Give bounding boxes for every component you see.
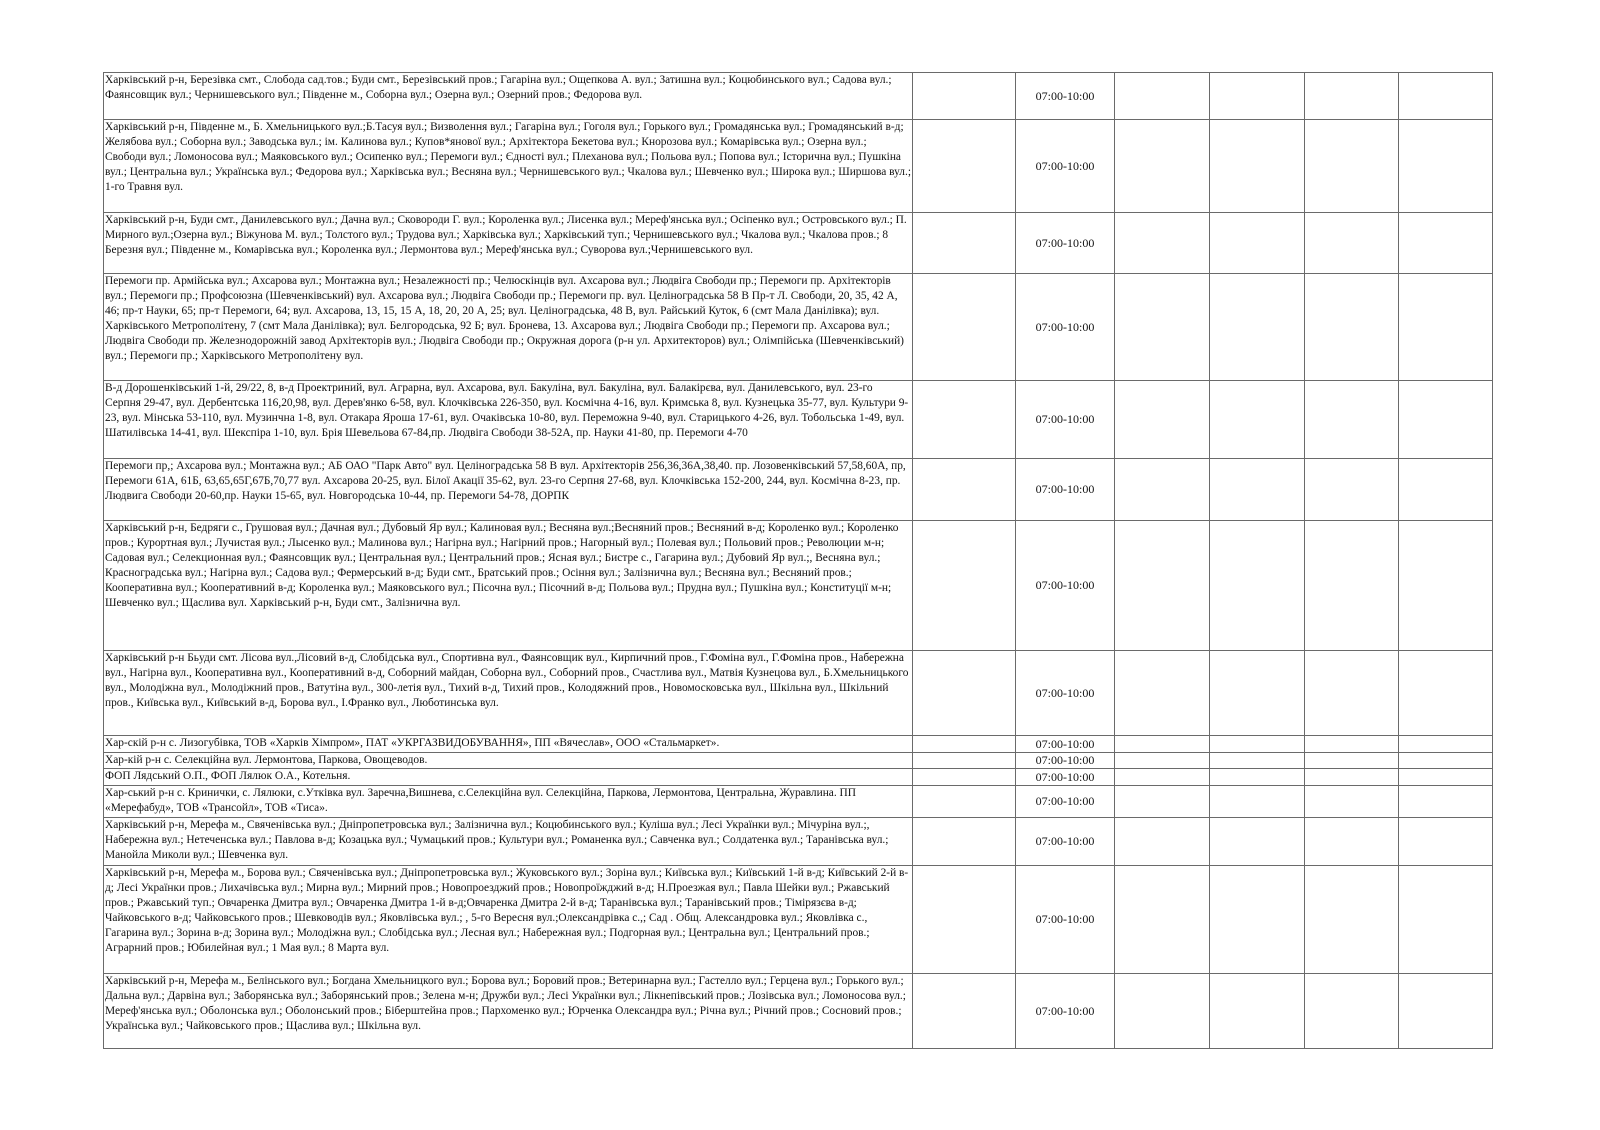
address-cell: Харківський р-н, Буди смт., Данилевського вул.; Дачна вул.; Сковороди Г. вул.; Короленка вул.; Лисенка вул.; Мереф'янська вул.; Осіпенко вул.; Островського вул.; П. Мирного вул.;Озерна вул.; Віжунова М. вул.; Толстого вул.; Трудова вул.; Харківська вул.; Харківський туп.; Чернишевського вул.; Чкалова вул.; Чкалова пров.; 8 Березня вул.; Південне м., Комарівська вул.; Короленка вул.; Лермонтова вул.; Мереф'янська вул.; Суворова вул.;Чернишевського вул.: [104, 213, 913, 274]
empty-cell: [1210, 73, 1305, 120]
address-cell: Харківський р-н, Мерефа м., Белінського вул.; Богдана Хмельницкого вул.; Борова вул.; Боровий пров.; Ветеринарна вул.; Гастелло вул.; Герцена вул.; Горького вул.; Дальна вул.; Дарвіна вул.; Заборянська вул.; Заборянський пров.; Зелена м-н; Дружби вул.; Лесі Українки вул.; Лікнепівський пров.; Лозівська вул.; Ломоносова вул.; Мереф'янська вул.; Оболонська вул.; Оболонський пров.; Біберштейна пров.; Пархоменко вул.; Юрченка Олександра вул.; Річна вул.; Річний пров.; Сосновий пров.; Українська вул.; Чайковського пров.; Щаслива вул.; Шкільна вул.: [104, 974, 913, 1049]
time-cell: 07:00-10:00: [1016, 786, 1115, 818]
empty-cell: [1399, 769, 1493, 786]
empty-cell: [1115, 818, 1210, 866]
table-row: [104, 974, 1493, 1049]
empty-cell: [1305, 753, 1399, 769]
empty-cell: [1115, 521, 1210, 651]
table-row: [104, 120, 1493, 213]
address-cell: ФОП Лядський О.П., ФОП Лялюк О.А., Котельня.: [104, 769, 913, 786]
empty-cell: [913, 521, 1016, 651]
time-cell: 07:00-10:00: [1016, 459, 1115, 521]
empty-cell: [1210, 866, 1305, 974]
empty-cell: [1115, 651, 1210, 736]
empty-cell: [1210, 769, 1305, 786]
empty-cell: [913, 274, 1016, 381]
empty-cell: [913, 213, 1016, 274]
empty-cell: [913, 459, 1016, 521]
table-row: [104, 73, 1493, 120]
empty-cell: [1210, 818, 1305, 866]
empty-cell: [913, 753, 1016, 769]
empty-cell: [1399, 736, 1493, 753]
address-cell: Перемоги пр,; Ахсарова вул.; Монтажна вул.; АБ ОАО "Парк Авто" вул. Целіноградська 58 В вул. Архітекторів 256,36,36А,38,40. пр. Лозовенківський 57,58,60А, пр, Перемоги 61А, 61Б, 63,65,65Г,67Б,70,77 вул. Ахсарова 20-25, вул. Білої Акації 35-62, вул. 23-го Серпня 27-68, вул. Клочківська 152-200, 244, вул. Космічна 8-23, пр. Людвига Свободи 20-60,пр. Науки 15-65, вул. Новгородська 10-44, пр. Перемоги 54-78, ДОРПК: [104, 459, 913, 521]
time-cell: 07:00-10:00: [1016, 769, 1115, 786]
address-cell: Харківський р-н, Бедряги с., Грушовая вул.; Дачная вул.; Дубовый Яр вул.; Калиновая вул.; Весняна вул.;Весняний пров.; Весняний в-д; Короленко вул.; Короленко пров.; Курортная вул.; Лучистая вул.; Лысенко вул.; Малинова вул.; Нагірна вул.; Нагірний пров.; Нагорный вул.; Полевая вул.; Польовий пров.; Революции м-н; Садовая вул.; Селекционная вул.; Фаянсовщик вул.; Центральная вул.; Центральний пров.; Ясная вул.; Бистре с., Гагарина вул.; Дубовий Яр вул.;, Весняна вул.; Красноградська вул.; Нагірна вул.; Садова вул.; Фермерський в-д; Буди смт., Братський пров.; Осіння вул.; Залізнична вул.; Весняна вул.; Весняний пров.; Кооперативна вул.; Кооперативний в-д; Короленка вул.; Маяковського вул.; Пісочна вул.; Пісочний в-д; Польова вул.; Прудна вул.; Пушкіна вул.; Конституції м-н; Шевченко вул.; Щаслива вул. Харківський р-н, Буди смт., Залізнична вул.: [104, 521, 913, 651]
empty-cell: [1115, 274, 1210, 381]
empty-cell: [913, 786, 1016, 818]
empty-cell: [1305, 73, 1399, 120]
empty-cell: [1305, 213, 1399, 274]
time-cell: 07:00-10:00: [1016, 818, 1115, 866]
table-row: [104, 521, 1493, 651]
address-cell: В-д Дорошенківський 1-й, 29/22, 8, в-д Проектриний, вул. Аграрна, вул. Ахсарова, вул. Бакуліна, вул. Бакуліна, вул. Балакірєва, вул. Данилевського, вул. 23-го Серпня 29-47, вул. Дербентська 116,20,98, вул. Дерев'янко 6-58, вул. Клочківська 226-350, вул. Космічна 4-16, вул. Кримська 8, вул. Кузнецька 35-77, вул. Культури 9-23, вул. Мінська 53-110, вул. Музинчна 1-8, вул. Отакара Яроша 17-61, вул. Очаківська 10-80, вул. Переможна 9-40, вул. Старицького 4-26, вул. Тобольська 1-49, вул. Шатилівська 14-41, вул. Шекспіра 1-10, вул. Брія Шевельова 67-84,пр. Людвіга Свободи 38-52А, пр. Науки 41-80, пр. Перемоги 4-70: [104, 381, 913, 459]
empty-cell: [1399, 73, 1493, 120]
empty-cell: [1305, 736, 1399, 753]
empty-cell: [1305, 866, 1399, 974]
table-row: [104, 753, 1493, 769]
table-row: [104, 866, 1493, 974]
empty-cell: [1115, 974, 1210, 1049]
empty-cell: [1115, 769, 1210, 786]
empty-cell: [1399, 974, 1493, 1049]
empty-cell: [1305, 769, 1399, 786]
empty-cell: [1115, 866, 1210, 974]
empty-cell: [1115, 736, 1210, 753]
address-cell: Хар-скій р-н с. Лизогубівка, ТОВ «Харків Хімпром», ПАТ «УКРГАЗВИДОБУВАННЯ», ПП «Вячеслав», ООО «Стальмаркет».: [104, 736, 913, 753]
time-cell: 07:00-10:00: [1016, 274, 1115, 381]
empty-cell: [1210, 651, 1305, 736]
address-cell: Хар-кій р-н с. Селекційна вул. Лермонтова, Паркова, Овощеводов.: [104, 753, 913, 769]
empty-cell: [913, 818, 1016, 866]
empty-cell: [1210, 274, 1305, 381]
empty-cell: [1210, 736, 1305, 753]
table-row: [104, 213, 1493, 274]
empty-cell: [1305, 786, 1399, 818]
empty-cell: [1399, 651, 1493, 736]
empty-cell: [1115, 786, 1210, 818]
empty-cell: [913, 769, 1016, 786]
time-cell: 07:00-10:00: [1016, 974, 1115, 1049]
empty-cell: [1305, 818, 1399, 866]
empty-cell: [913, 736, 1016, 753]
empty-cell: [1399, 866, 1493, 974]
empty-cell: [1115, 381, 1210, 459]
empty-cell: [1115, 459, 1210, 521]
empty-cell: [1210, 381, 1305, 459]
address-cell: Харківський р-н, Мерефа м., Борова вул.; Свяченівська вул.; Дніпропетровська вул.; Жуковського вул.; Зоріна вул.; Київська вул.; Київський 1-й в-д; Київський 2-й в-д; Лесі Українки пров.; Лихачівська вул.; Мирна вул.; Мирний пров.; Новопроезджий пров.; Новопроїжджий в-д; Н.Проезжая вул.; Павла Шейки вул.; Ржавський пров.; Ржавський туп.; Овчаренка Дмитра вул.; Овчаренка Дмитра 1-й в-д;Овчаренка Дмитра 2-й в-д; Таранівська вул.; Таранівський пров.; Тімірязєва в-д; Чайковського в-д; Чайковського пров.; Шевководів вул.; Яковлівська вул.; , 5-го Вересня вул.;Олександрівка с.,; Сад . Общ. Александровка вул.; Яковлівка с., Гагарина вул.; Зорина в-д; Зорина вул.; Молодіжна вул.; Слобідська вул.; Лесная вул.; Набережная вул.; Подгорная вул.; Центральна вул.; Центральний пров.; Аграрний пров.; Юбилейная вул.; 1 Мая вул.; 8 Марта вул.: [104, 866, 913, 974]
time-cell: 07:00-10:00: [1016, 866, 1115, 974]
table-row: [104, 381, 1493, 459]
empty-cell: [1399, 818, 1493, 866]
empty-cell: [913, 73, 1016, 120]
address-cell: Хар-ський р-н с. Кринички, с. Лялюки, с.Утківка вул. Заречна,Вишнева, с.Селекційна вул. Селекційна, Паркова, Лермонтова, Центральна, Журавлина. ПП «Мерефабуд», ТОВ «Трансойл», ТОВ «Тиса».: [104, 786, 913, 818]
time-cell: 07:00-10:00: [1016, 73, 1115, 120]
empty-cell: [1305, 521, 1399, 651]
address-cell: Харківський р-н, Мерефа м., Свяченівська вул.; Дніпропетровська вул.; Залізнична вул.; Коцюбинського вул.; Куліша вул.; Лесі Українки вул.; Мічуріна вул.;, Набережна вул.; Нетеченська вул.; Павлова в-д; Козацька вул.; Чумацький пров.; Культури вул.; Романенка вул.; Савченка вул.; Солдатенка вул.; Таранівська вул.; Манойла Миколи вул.; Шевченка вул.: [104, 818, 913, 866]
table-row: [104, 769, 1493, 786]
empty-cell: [1305, 120, 1399, 213]
empty-cell: [1305, 651, 1399, 736]
address-cell: Перемоги пр. Армійська вул.; Ахсарова вул.; Монтажна вул.; Незалежності пр.; Челюскінців вул. Ахсарова вул.; Людвіга Свободи пр.; Перемоги пр. Архітекторів вул.; Перемоги пр.; Профсоюзна (Шевченківський) вул. Ахсарова вул.; Людвіга Свободи пр.; Перемоги пр. вул. Целіноградська 58 В Пр-т Л. Свободи, 20, 35, 42 А, 46; пр-т Науки, 65; пр-т Перемоги, 64; вул. Ахсарова, 13, 15, 15 А, 18, 20, 20 А, 25; вул. Целіноградська, 48 В, вул. Райський Куток, 6 (смт Мала Данілівка); вул. Харківського Метрополітену, 7 (смт Мала Данілівка); вул. Белгородська, 92 Б; вул. Бронева, 13. Ахсарова вул.; Людвіга Свободи пр.; Перемоги пр. Ахсарова вул.; Людвіга Свободи пр. Железнодорожній завод Архітекторів вул.; Людвіга Свободи пр.; Окружная дорога (р-н ул. Архитекторов) вул.; Олімпійська (Шевченківський) вул.; Перемоги пр.; Харківського Метрополітену вул.: [104, 274, 913, 381]
time-cell: 07:00-10:00: [1016, 753, 1115, 769]
time-cell: 07:00-10:00: [1016, 381, 1115, 459]
empty-cell: [1210, 786, 1305, 818]
address-cell: Харківський р-н, Березівка смт., Слобода сад.тов.; Буди смт., Березівський пров.; Гагаріна вул.; Ощепкова А. вул.; Затишна вул.; Коцюбинського вул.; Садова вул.; Фаянсовщик вул.; Чернишевського вул.; Південне м., Соборна вул.; Озерна вул.; Озерний пров.; Федорова вул.: [104, 73, 913, 120]
empty-cell: [913, 120, 1016, 213]
empty-cell: [1210, 521, 1305, 651]
empty-cell: [1115, 120, 1210, 213]
empty-cell: [1399, 459, 1493, 521]
time-cell: 07:00-10:00: [1016, 213, 1115, 274]
empty-cell: [1399, 381, 1493, 459]
empty-cell: [1399, 274, 1493, 381]
empty-cell: [1399, 786, 1493, 818]
empty-cell: [1115, 213, 1210, 274]
empty-cell: [1210, 120, 1305, 213]
empty-cell: [913, 866, 1016, 974]
outage-schedule-table: [103, 72, 1493, 1049]
empty-cell: [1399, 120, 1493, 213]
empty-cell: [1305, 381, 1399, 459]
time-cell: 07:00-10:00: [1016, 651, 1115, 736]
empty-cell: [1210, 213, 1305, 274]
table-row: [104, 274, 1493, 381]
table-row: [104, 651, 1493, 736]
table-row: [104, 459, 1493, 521]
empty-cell: [1305, 459, 1399, 521]
address-cell: Харківський р-н Бьуди смт. Лісова вул.,Лісовий в-д, Слобідська вул., Спортивна вул., Фаянсовщик вул., Кирпичний пров., Г.Фоміна вул., Г.Фоміна пров., Набережна вул., Нагірна вул., Кооперативна вул., Кооперативний в-д, Соборний майдан, Соборна вул., Соборний пров., Счастлива вул., Матвія Кузнецова вул., Б.Хмельницького вул., Молодіжна вул., Молодіжний пров., Ватутіна вул., 300-летія вул., Тихий в-д, Тихий пров., Колодяжний пров., Новомосковська вул., Шкільна вул., Шкільний пров., Київська вул., Київський в-д, Борова вул., І.Франко вул., Люботинська вул.: [104, 651, 913, 736]
empty-cell: [1115, 73, 1210, 120]
time-cell: 07:00-10:00: [1016, 736, 1115, 753]
empty-cell: [913, 974, 1016, 1049]
time-cell: 07:00-10:00: [1016, 120, 1115, 213]
empty-cell: [1399, 213, 1493, 274]
table-row: [104, 818, 1493, 866]
empty-cell: [1399, 521, 1493, 651]
address-cell: Харківський р-н, Південне м., Б. Хмельницького вул.;Б.Тасуя вул.; Визволення вул.; Гагаріна вул.; Гоголя вул.; Горького вул.; Громадянська вул.; Громадянський в-д; Желябова вул.; Соборна вул.; Заводська вул.; ім. Калинова вул.; Купов*янової вул.; Архітектора Бекетова вул.; Кнорозова вул.; Комарівська вул.; Озерна вул.; Свободи вул.; Ломоносова вул.; Маяковського вул.; Осипенко вул.; Перемоги вул.; Єдності вул.; Плеханова вул.; Польова вул.; Попова вул.; Історична вул.; Пушкіна вул.; Центральна вул.; Українська вул.; Федорова вул.; Харківська вул.; Весняна вул.; Чернишевського вул.; Чкалова вул.; Шевченко вул.; Широка вул.; Ширшова вул.; 1-го Травня вул.: [104, 120, 913, 213]
empty-cell: [913, 651, 1016, 736]
empty-cell: [1210, 753, 1305, 769]
time-cell: 07:00-10:00: [1016, 521, 1115, 651]
table-row: [104, 786, 1493, 818]
empty-cell: [1115, 753, 1210, 769]
empty-cell: [1210, 974, 1305, 1049]
empty-cell: [913, 381, 1016, 459]
empty-cell: [1210, 459, 1305, 521]
table-row: [104, 736, 1493, 753]
empty-cell: [1305, 974, 1399, 1049]
empty-cell: [1305, 274, 1399, 381]
empty-cell: [1399, 753, 1493, 769]
